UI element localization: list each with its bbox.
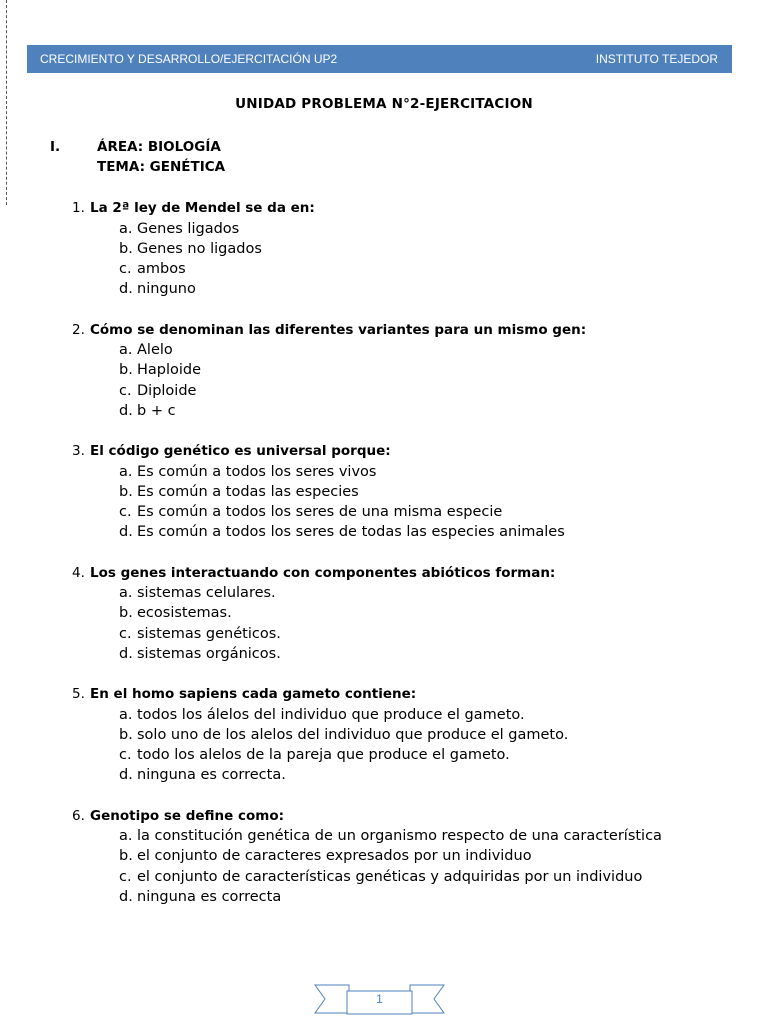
header-institution: INSTITUTO TEJEDOR bbox=[595, 52, 718, 66]
document-title: UNIDAD PROBLEMA N°2-EJERCITACION bbox=[235, 96, 533, 112]
option-text: Haploide bbox=[137, 362, 202, 379]
question-text: Los genes interactuando con componentes abióticos forman: bbox=[90, 564, 556, 581]
option-text: ambos bbox=[137, 261, 186, 278]
section-topic: TEMA: GENÉTICA bbox=[97, 159, 226, 175]
option-letter: b. bbox=[119, 848, 133, 865]
option-letter: c. bbox=[119, 625, 132, 642]
option-letter: d. bbox=[119, 888, 133, 905]
answer-option bbox=[119, 705, 525, 725]
question-prompt bbox=[72, 320, 586, 340]
option-letter: a. bbox=[119, 706, 133, 723]
answer-option bbox=[119, 846, 532, 866]
option-letter: d. bbox=[119, 402, 133, 419]
question-text: Cómo se denominan las diferentes variantes para un mismo gen: bbox=[90, 321, 587, 338]
answer-option bbox=[119, 401, 176, 421]
option-text: el conjunto de características genéticas y adquiridas por un individuo bbox=[137, 868, 643, 885]
question-number: 1. bbox=[72, 200, 85, 216]
option-text: Es común a todos los seres de una misma especie bbox=[137, 504, 503, 521]
answer-option bbox=[119, 725, 568, 745]
option-letter: b. bbox=[119, 240, 133, 257]
answer-option bbox=[119, 624, 281, 644]
answer-option bbox=[119, 867, 642, 887]
option-text: todos los álelos del individuo que produce el gameto. bbox=[137, 706, 525, 723]
question-prompt bbox=[72, 441, 391, 461]
option-text: ninguna es correcta. bbox=[137, 767, 286, 784]
answer-option bbox=[119, 381, 196, 401]
answer-option bbox=[119, 603, 232, 623]
option-text: Genes ligados bbox=[137, 220, 240, 237]
option-text: la constitución genética de un organismo respecto de una característica bbox=[137, 828, 662, 844]
option-letter: a. bbox=[119, 585, 133, 601]
option-text: ecosistemas. bbox=[137, 605, 232, 622]
option-text: el conjunto de caracteres expresados por un individuo bbox=[137, 848, 532, 865]
page-number: 1 bbox=[376, 992, 383, 1006]
option-letter: b. bbox=[119, 362, 133, 379]
option-text: Es común a todos los seres vivos bbox=[137, 463, 377, 480]
option-text: Es común a todos los seres de todas las especies animales bbox=[137, 524, 565, 541]
option-text: solo uno de los alelos del individuo que produce el gameto. bbox=[137, 726, 569, 743]
option-letter: b. bbox=[119, 726, 133, 743]
answer-option bbox=[119, 259, 186, 279]
question-text: Genotipo se define como: bbox=[90, 807, 285, 824]
question-number: 4. bbox=[72, 564, 85, 581]
answer-option bbox=[119, 219, 239, 239]
answer-option bbox=[119, 644, 281, 664]
answer-option bbox=[119, 502, 502, 522]
question-text: El código genético es universal porque: bbox=[90, 443, 391, 459]
question-text: La 2ª ley de Mendel se da en: bbox=[90, 200, 315, 216]
option-letter: a. bbox=[119, 342, 133, 358]
option-letter: c. bbox=[119, 868, 132, 885]
option-text: ninguno bbox=[137, 281, 196, 298]
option-letter: b. bbox=[119, 483, 133, 500]
answer-option bbox=[119, 279, 196, 299]
answer-option bbox=[119, 583, 276, 603]
section-numeral: I. bbox=[50, 139, 61, 155]
option-letter: c. bbox=[119, 747, 132, 764]
option-letter: d. bbox=[119, 645, 133, 662]
question-prompt bbox=[72, 806, 284, 826]
option-text: b + c bbox=[137, 402, 176, 419]
answer-option bbox=[119, 745, 510, 765]
question-number: 3. bbox=[72, 443, 85, 459]
option-letter: c. bbox=[119, 261, 132, 278]
option-text: sistemas genéticos. bbox=[137, 625, 281, 642]
question-prompt bbox=[72, 684, 416, 704]
option-letter: b. bbox=[119, 605, 133, 622]
answer-option bbox=[119, 239, 262, 259]
answer-option bbox=[119, 462, 376, 482]
question-number: 6. bbox=[72, 807, 85, 824]
option-text: Genes no ligados bbox=[137, 240, 262, 257]
question-prompt bbox=[72, 563, 555, 583]
option-letter: a. bbox=[119, 220, 133, 237]
answer-option bbox=[119, 887, 281, 907]
header-course-title: CRECIMIENTO Y DESARROLLO/EJERCITACIÓN UP2 bbox=[40, 52, 338, 66]
answer-option bbox=[119, 340, 173, 360]
option-text: Es común a todas las especies bbox=[137, 483, 359, 500]
question-text: En el homo sapiens cada gameto contiene: bbox=[90, 686, 417, 702]
option-letter: a. bbox=[119, 463, 133, 480]
option-letter: a. bbox=[119, 828, 133, 844]
answer-option bbox=[119, 482, 359, 502]
option-text: Diploide bbox=[137, 382, 197, 399]
answer-option bbox=[119, 765, 286, 785]
option-text: ninguna es correcta bbox=[137, 888, 282, 905]
page-header bbox=[27, 45, 732, 73]
option-text: Alelo bbox=[137, 342, 173, 358]
answer-option bbox=[119, 826, 662, 846]
option-letter: d. bbox=[119, 767, 133, 784]
option-letter: c. bbox=[119, 382, 132, 399]
option-letter: d. bbox=[119, 281, 133, 298]
answer-option bbox=[119, 360, 201, 380]
question-prompt bbox=[72, 198, 315, 218]
option-text: todo los alelos de la pareja que produce el gameto. bbox=[137, 747, 510, 764]
option-text: sistemas celulares. bbox=[137, 585, 276, 601]
option-letter: d. bbox=[119, 524, 133, 541]
question-number: 2. bbox=[72, 321, 85, 338]
option-text: sistemas orgánicos. bbox=[137, 645, 281, 662]
answer-option bbox=[119, 522, 565, 542]
section-area: ÁREA: BIOLOGÍA bbox=[97, 139, 221, 155]
option-letter: c. bbox=[119, 504, 132, 521]
question-number: 5. bbox=[72, 686, 85, 702]
page-number-badge bbox=[313, 982, 446, 1016]
